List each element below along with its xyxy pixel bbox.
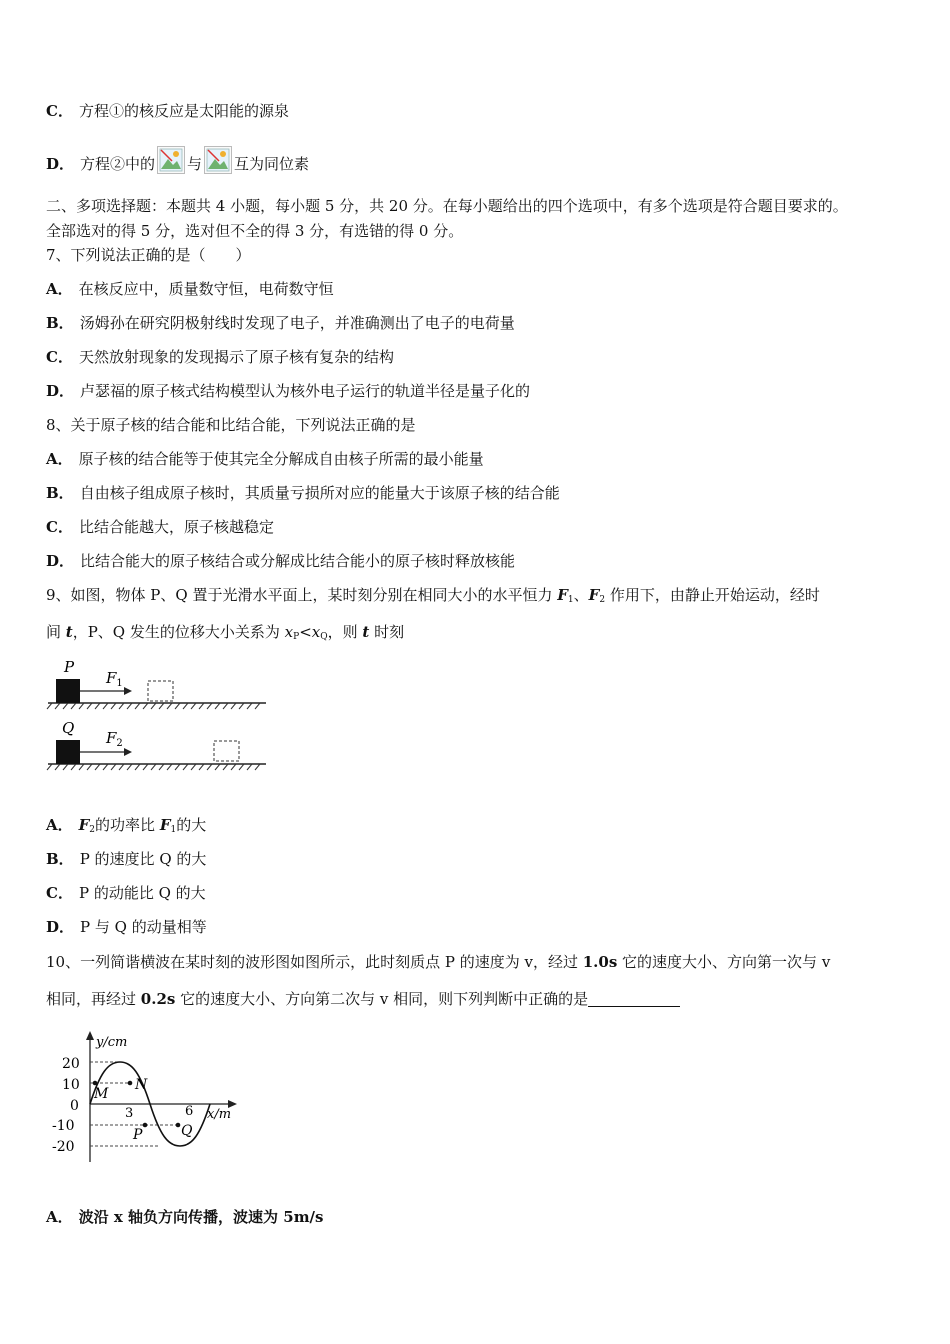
option-text-pre: 方程②中的: [80, 155, 156, 173]
q9-stem-text: ，则: [327, 623, 363, 641]
option-letter: A．: [46, 450, 73, 468]
option-text: 卢瑟福的原子核式结构模型认为核外电子运行的轨道半径是量子化的: [80, 382, 531, 400]
q8-option-b: [46, 483, 560, 503]
option-letter: C．: [46, 102, 73, 120]
label-n: N: [135, 1077, 148, 1093]
time-value: 1.0s: [582, 953, 618, 971]
symbol-f: F: [159, 816, 171, 834]
subscript: 1: [170, 825, 177, 835]
point-p: [143, 1123, 148, 1128]
block-q: [56, 740, 80, 764]
q9-option-a: [46, 815, 206, 840]
q9-option-b: [46, 849, 206, 869]
broken-image-icon: [157, 146, 185, 174]
option-text: 汤姆孙在研究阴极射线时发现了电子，并准确测出了电子的电荷量: [79, 314, 515, 332]
section-2-heading-line2: 全部选对的得 5 分，选对但不全的得 3 分，有选错的得 0 分。: [46, 222, 464, 240]
symbol-f: F: [588, 586, 600, 604]
option-text-post: 互为同位素: [234, 155, 310, 173]
surface-bottom: [47, 764, 266, 770]
option-letter: A．: [46, 816, 73, 834]
option-text: 原子核的结合能等于使其完全分解成自由核子所需的最小能量: [78, 450, 484, 468]
q8-option-c: [46, 517, 274, 537]
symbol-t: t: [65, 623, 73, 641]
q7-option-a: [46, 279, 334, 299]
option-text: P 的速度比 Q 的大: [79, 850, 207, 868]
option-text: 在核反应中，质量数守恒，电荷数守恒: [78, 280, 334, 298]
point-q: [176, 1123, 181, 1128]
symbol-f: F: [78, 816, 90, 834]
q8-option-d: [46, 551, 515, 571]
y-tick: 10: [62, 1077, 80, 1093]
q10-stem-text: 它的速度大小、方向第一次与 v: [617, 953, 831, 971]
q8-option-a: [46, 449, 484, 469]
dashed-box-p: [148, 681, 173, 701]
option-text: 自由核子组成原子核时，其质量亏损所对应的能量大于该原子核的结合能: [79, 484, 560, 502]
less-than: <: [299, 623, 312, 641]
q9-option-c: [46, 883, 206, 903]
q9-stem-line2: [46, 622, 404, 647]
q7-stem: 7、下列说法正确的是（ ）: [46, 246, 251, 264]
q8-stem: 8、关于原子核的结合能和比结合能，下列说法正确的是: [46, 416, 416, 434]
x-tick-6: 6: [185, 1104, 194, 1119]
answer-blank: [588, 992, 680, 1007]
y-tick: 20: [62, 1056, 80, 1072]
point-n: [128, 1081, 133, 1086]
q7-option-b: [46, 313, 515, 333]
y-tick: -20: [52, 1139, 75, 1155]
option-letter: D．: [46, 918, 75, 936]
option-text: 方程①的核反应是太阳能的源泉: [78, 102, 289, 120]
y-axis-label: y/cm: [96, 1035, 128, 1050]
y-axis-arrow: [86, 1031, 94, 1040]
q9-stem-text: 作用下，由静止开始运动，经时: [605, 586, 820, 604]
option-text-mid: 与: [187, 155, 203, 173]
q10-stem-line1: [46, 952, 830, 972]
section-2-heading-line1: 二、多项选择题：本题共 4 小题，每小题 5 分，共 20 分。在每小题给出的四个选项中，有多个选项是符合题目要求的。: [46, 197, 848, 215]
q6-option-c: [46, 101, 289, 121]
option-letter: D．: [46, 382, 75, 400]
label-sub: 2: [116, 738, 123, 749]
surface-top: [47, 703, 266, 709]
option-letter: C．: [46, 348, 73, 366]
option-text: 天然放射现象的发现揭示了原子核有复杂的结构: [78, 348, 394, 366]
q7-option-d: [46, 381, 530, 401]
q10-wave-graph: [44, 1028, 244, 1168]
q10-stem-text: 10、一列简谐横波在某时刻的波形图如图所示，此时刻质点 P 的速度为 v，经过: [46, 953, 583, 971]
separator: 、: [573, 586, 589, 604]
option-text: 的大: [176, 816, 207, 834]
broken-image-icon: [204, 146, 232, 174]
option-letter: C．: [46, 518, 73, 536]
q7-option-c: [46, 347, 394, 367]
symbol-x: x: [284, 623, 294, 641]
label-p: P: [64, 658, 75, 676]
option-text: 波沿 x 轴负方向传播，波速为 5m/s: [78, 1208, 324, 1226]
dashed-box-q: [214, 741, 239, 761]
label-f: F: [106, 729, 117, 747]
symbol-f: F: [557, 586, 568, 604]
label-m: M: [94, 1086, 109, 1102]
x-axis-label: x/m: [207, 1107, 232, 1122]
option-letter: B．: [46, 850, 74, 868]
q10-stem-line2: [46, 989, 680, 1009]
q9-stem-line1: [46, 585, 820, 610]
option-letter: B．: [46, 484, 74, 502]
subscript: 1: [567, 595, 574, 605]
label-p: P: [133, 1127, 143, 1143]
subscript: 2: [599, 595, 606, 605]
q9-option-d: [46, 917, 207, 937]
label-f2: [105, 729, 123, 749]
q6-option-d: [46, 146, 309, 174]
q10-stem-text: 相同，再经过: [46, 990, 141, 1008]
option-text: 比结合能越大，原子核越稳定: [78, 518, 274, 536]
label-sub: 1: [116, 678, 123, 689]
q9-force-diagram: [44, 655, 274, 780]
arrowhead: [124, 687, 132, 695]
q9-stem-text: 时刻: [369, 623, 405, 641]
y-tick: 0: [70, 1098, 79, 1114]
option-text: 的功率比: [95, 816, 160, 834]
x-tick-3: 3: [125, 1106, 134, 1121]
subscript: 2: [89, 825, 96, 835]
y-tick: -10: [52, 1118, 75, 1134]
q9-stem-text: 间: [46, 623, 66, 641]
q10-option-a: [46, 1207, 323, 1227]
option-letter: D．: [46, 155, 75, 173]
subscript: P: [293, 632, 300, 642]
option-letter: B．: [46, 314, 74, 332]
block-p: [56, 679, 80, 703]
q9-stem-text: 9、如图，物体 P、Q 置于光滑水平面上，某时刻分别在相同大小的水平恒力: [46, 586, 558, 604]
option-letter: D．: [46, 552, 75, 570]
option-letter: A．: [46, 280, 73, 298]
label-q: Q: [181, 1123, 193, 1139]
label-f1: [105, 669, 123, 689]
symbol-x: x: [311, 623, 321, 641]
label-q: Q: [62, 719, 75, 737]
point-m: [93, 1081, 98, 1086]
option-text: P 与 Q 的动量相等: [80, 918, 207, 936]
symbol-t: t: [362, 623, 370, 641]
option-letter: C．: [46, 884, 73, 902]
q9-stem-text: ，P、Q 发生的位移大小关系为: [72, 623, 285, 641]
option-letter: A．: [46, 1208, 73, 1226]
option-text: P 的动能比 Q 的大: [78, 884, 206, 902]
time-value: 0.2s: [140, 990, 176, 1008]
subscript: Q: [320, 632, 328, 642]
label-f: F: [106, 669, 117, 687]
arrowhead: [124, 748, 132, 756]
option-text: 比结合能大的原子核结合或分解成比结合能小的原子核时释放核能: [80, 552, 516, 570]
q10-stem-text: 它的速度大小、方向第二次与 v 相同，则下列判断中正确的是: [175, 990, 589, 1008]
